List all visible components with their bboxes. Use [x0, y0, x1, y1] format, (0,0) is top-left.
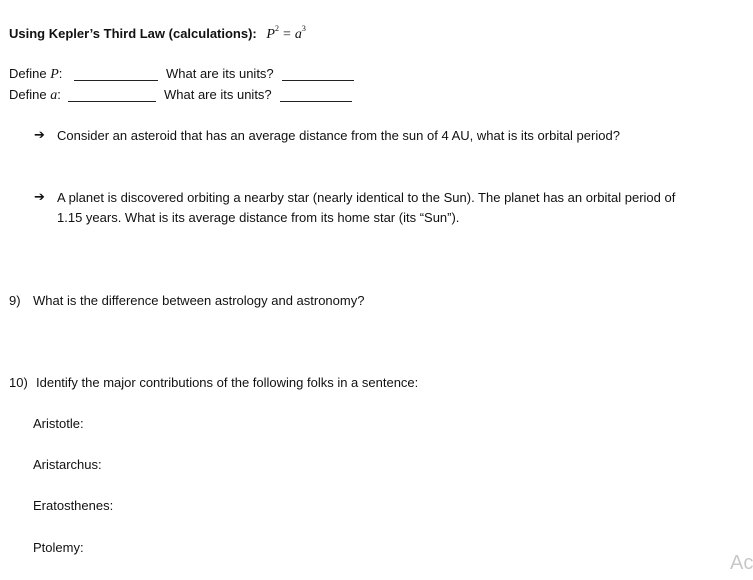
define-a-units-blank[interactable] — [280, 101, 352, 102]
define-a-label — [9, 87, 61, 104]
define-p-label — [9, 66, 62, 83]
define-p-suffix: : — [58, 66, 63, 81]
page-title — [9, 24, 306, 43]
define-a-prefix: Define — [9, 87, 51, 102]
define-p-blank[interactable] — [74, 80, 158, 81]
question-10-number: 10) — [9, 375, 28, 390]
formula-a-exponent: 3 — [301, 24, 306, 33]
folk-eratosthenes: Eratosthenes: — [33, 498, 114, 513]
bullet-asteroid-question: Consider an asteroid that has an average distance from the sun of 4 AU, what is its orbital period? — [57, 128, 620, 143]
bullet-planet-question-line1: A planet is discovered orbiting a nearby star (nearly identical to the Sun). The planet has an orbital period of — [57, 190, 676, 205]
formula-p-exponent: 2 — [274, 24, 279, 33]
title-text: Using Kepler’s Third Law (calculations): — [9, 26, 257, 41]
define-p-units-blank[interactable] — [282, 80, 354, 81]
arrow-icon: ➔ — [34, 127, 45, 142]
define-a-blank[interactable] — [68, 101, 156, 102]
define-a-units-label: What are its units? — [164, 87, 272, 102]
question-9-number: 9) — [9, 293, 21, 308]
watermark-text: Ac — [730, 552, 753, 574]
formula-p: P — [266, 27, 275, 42]
define-p-units-label: What are its units? — [166, 66, 274, 81]
folk-aristarchus: Aristarchus: — [33, 457, 102, 472]
formula-equals: = — [282, 27, 291, 42]
define-p-prefix: Define — [9, 66, 51, 81]
formula-a: a — [294, 27, 302, 42]
bullet-planet-question-line2: 1.15 years. What is its average distance from its home star (its “Sun”). — [57, 210, 460, 225]
define-a-suffix: : — [57, 87, 61, 102]
folk-aristotle: Aristotle: — [33, 416, 84, 431]
define-a-var: a — [50, 88, 58, 103]
define-p-var: P — [50, 67, 59, 82]
folk-ptolemy: Ptolemy: — [33, 540, 84, 555]
kepler-formula — [266, 24, 306, 42]
arrow-icon: ➔ — [34, 189, 45, 204]
question-9-text: What is the difference between astrology and astronomy? — [33, 293, 365, 308]
question-10-text: Identify the major contributions of the following folks in a sentence: — [36, 375, 419, 390]
